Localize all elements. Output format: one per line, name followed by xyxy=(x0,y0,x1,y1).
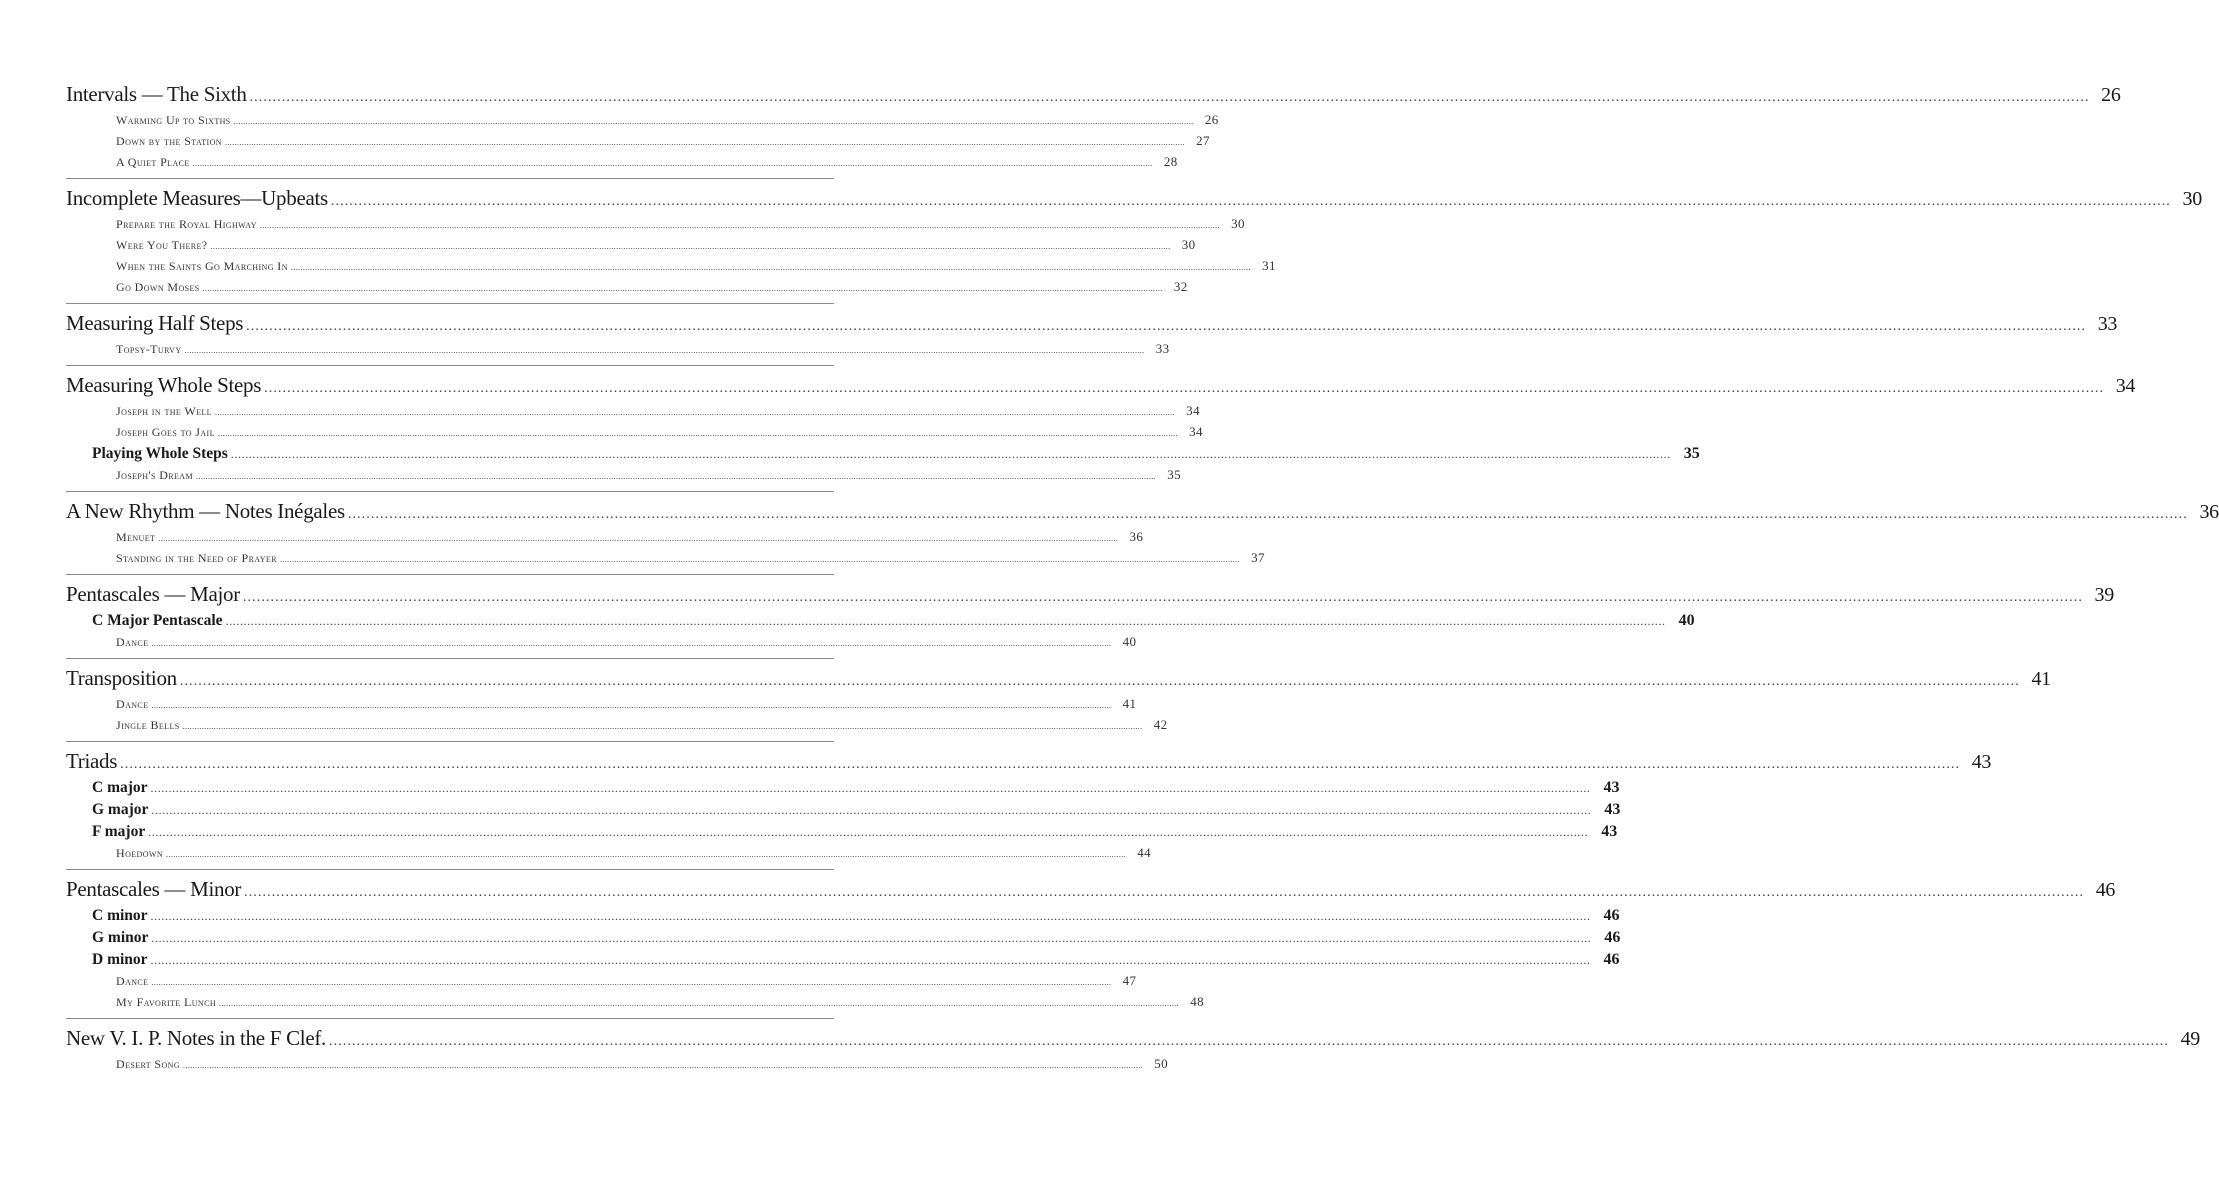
chapter-heading-title: Measuring Half Steps xyxy=(66,311,244,335)
chapter-heading xyxy=(66,666,2051,696)
dot-leader: ................................................................................................................................................................................................................................................................................................................................................................................................................ xyxy=(158,534,1119,543)
piece-entry-page-number: 30 xyxy=(1181,237,1196,252)
dot-leader: ................................................................................................................................................................................................................................................................................................................................................................................................................ xyxy=(230,447,1671,461)
dot-leader: ................................................................................................................................................................................................................................................................................................................................................................................................................ xyxy=(290,263,1251,272)
dot-leader: ................................................................................................................................................................................................................................................................................................................................................................................................................ xyxy=(148,825,1589,839)
chapter-heading-title: Incomplete Measures—Upbeats xyxy=(66,186,328,210)
dot-leader: ................................................................................................................................................................................................................................................................................................................................................................................................................ xyxy=(182,722,1143,731)
dot-leader: ................................................................................................................................................................................................................................................................................................................................................................................................................ xyxy=(210,242,1171,251)
piece-entry-page-number: 42 xyxy=(1153,717,1168,732)
piece-entry-title: Warming Up to Sixths xyxy=(116,113,231,127)
section-subheading-page-number: 43 xyxy=(1603,779,1620,796)
section-subheading xyxy=(92,951,1620,973)
piece-entry xyxy=(116,696,1137,717)
piece-entry-page-number: 27 xyxy=(1196,133,1210,148)
chapter-heading-title: Triads xyxy=(66,749,118,773)
piece-entry-page-number: 33 xyxy=(1155,341,1170,356)
section-subheading xyxy=(92,801,1621,823)
piece-entry-title: Standing in the Need of Prayer xyxy=(116,551,277,565)
piece-entry-title: Hoedown xyxy=(116,846,164,860)
dot-leader: ................................................................................................................................................................................................................................................................................................................................................................................................................ xyxy=(249,90,2090,105)
dot-leader: ................................................................................................................................................................................................................................................................................................................................................................................................................ xyxy=(151,978,1112,987)
chapter-heading-title: New V. I. P. Notes in the F Clef. xyxy=(66,1026,326,1050)
chapter-heading xyxy=(66,311,2118,341)
section-divider xyxy=(66,365,834,366)
piece-entry xyxy=(116,403,1200,424)
piece-entry-page-number: 36 xyxy=(1129,529,1144,544)
section-divider xyxy=(66,1018,834,1019)
piece-entry-title: Were You There? xyxy=(116,238,208,252)
chapter-heading xyxy=(66,1026,2200,1056)
section-divider xyxy=(66,491,834,492)
chapter-heading-title: Transposition xyxy=(66,666,177,690)
dot-leader: ................................................................................................................................................................................................................................................................................................................................................................................................................ xyxy=(233,117,1194,126)
section-subheading xyxy=(92,823,1618,845)
piece-entry xyxy=(116,973,1137,994)
section-subheading-page-number: 35 xyxy=(1683,445,1700,462)
piece-entry-page-number: 28 xyxy=(1163,154,1178,169)
dot-leader: ................................................................................................................................................................................................................................................................................................................................................................................................................ xyxy=(219,999,1179,1008)
piece-entry xyxy=(116,112,1219,133)
piece-entry-title: Desert Song xyxy=(116,1057,181,1071)
piece-entry-title: Dance xyxy=(116,635,149,649)
piece-entry xyxy=(116,237,1196,258)
toc-section xyxy=(66,305,2118,364)
piece-entry xyxy=(116,154,1178,175)
piece-entry-title: Prepare the Royal Highway xyxy=(116,217,257,231)
toc-section xyxy=(66,76,2121,177)
section-divider xyxy=(66,303,834,304)
piece-entry-title: Joseph Goes to Jail xyxy=(116,425,215,439)
dot-leader: ................................................................................................................................................................................................................................................................................................................................................................................................................ xyxy=(192,159,1153,168)
section-subheading xyxy=(92,612,1695,634)
toc-section xyxy=(66,660,2051,740)
dot-leader: ................................................................................................................................................................................................................................................................................................................................................................................................................ xyxy=(151,803,1592,817)
section-subheading xyxy=(92,445,1700,467)
piece-entry-title: Go Down Moses xyxy=(116,280,200,294)
dot-leader: ................................................................................................................................................................................................................................................................................................................................................................................................................ xyxy=(150,953,1591,967)
chapter-heading-title: Intervals — The Sixth xyxy=(66,82,247,106)
section-subheading-page-number: 43 xyxy=(1604,801,1621,818)
chapter-heading xyxy=(66,373,2136,403)
piece-entry xyxy=(116,424,1203,445)
chapter-heading-page-number: 49 xyxy=(2180,1028,2200,1050)
table-of-contents xyxy=(66,76,2219,1079)
piece-entry-page-number: 50 xyxy=(1154,1056,1169,1071)
dot-leader: ................................................................................................................................................................................................................................................................................................................................................................................................................ xyxy=(179,674,2020,689)
section-subheading-page-number: 40 xyxy=(1678,612,1695,629)
chapter-heading-page-number: 26 xyxy=(2101,84,2121,106)
dot-leader: ................................................................................................................................................................................................................................................................................................................................................................................................................ xyxy=(166,850,1127,859)
piece-entry-title: Down by the Station xyxy=(116,134,222,148)
chapter-heading-page-number: 46 xyxy=(2095,879,2116,901)
chapter-heading-title: Pentascales — Major xyxy=(66,582,240,606)
dot-leader: ................................................................................................................................................................................................................................................................................................................................................................................................................ xyxy=(151,701,1112,710)
section-subheading-title: C major xyxy=(92,779,148,796)
section-divider xyxy=(66,741,834,742)
dot-leader: ................................................................................................................................................................................................................................................................................................................................................................................................................ xyxy=(183,1061,1144,1070)
dot-leader: ................................................................................................................................................................................................................................................................................................................................................................................................................ xyxy=(150,909,1591,923)
section-subheading-title: C minor xyxy=(92,907,148,924)
chapter-heading xyxy=(66,582,2114,612)
chapter-heading-page-number: 43 xyxy=(1971,751,1992,773)
piece-entry-page-number: 47 xyxy=(1122,973,1137,988)
section-subheading-title: D minor xyxy=(92,951,148,968)
piece-entry xyxy=(116,279,1188,300)
toc-section xyxy=(66,493,2219,573)
dot-leader: ................................................................................................................................................................................................................................................................................................................................................................................................................ xyxy=(196,472,1157,481)
piece-entry-page-number: 48 xyxy=(1190,994,1204,1009)
section-subheading-page-number: 46 xyxy=(1603,951,1620,968)
piece-entry-page-number: 26 xyxy=(1204,112,1219,127)
piece-entry xyxy=(116,216,1245,237)
piece-entry-title: When the Saints Go Marching In xyxy=(116,259,288,273)
section-subheading-page-number: 43 xyxy=(1601,823,1618,840)
section-subheading-page-number: 46 xyxy=(1603,907,1620,924)
piece-entry-page-number: 32 xyxy=(1173,279,1188,294)
dot-leader: ................................................................................................................................................................................................................................................................................................................................................................................................................ xyxy=(246,319,2087,334)
section-subheading-title: F major xyxy=(92,823,146,840)
dot-leader: ................................................................................................................................................................................................................................................................................................................................................................................................................ xyxy=(347,507,2188,522)
dot-leader: ................................................................................................................................................................................................................................................................................................................................................................................................................ xyxy=(151,931,1592,945)
toc-section xyxy=(66,367,2136,490)
chapter-heading xyxy=(66,499,2219,529)
toc-section xyxy=(66,180,2202,302)
chapter-heading xyxy=(66,186,2202,216)
dot-leader: ................................................................................................................................................................................................................................................................................................................................................................................................................ xyxy=(329,1034,2169,1049)
chapter-heading xyxy=(66,82,2121,112)
piece-entry xyxy=(116,550,1265,571)
toc-section xyxy=(66,871,2116,1017)
chapter-heading-page-number: 41 xyxy=(2031,668,2051,690)
section-subheading xyxy=(92,779,1620,801)
piece-entry-title: Jingle Bells xyxy=(116,718,180,732)
piece-entry xyxy=(116,1056,1169,1077)
piece-entry-page-number: 41 xyxy=(1122,696,1137,711)
piece-entry-title: Joseph's Dream xyxy=(116,468,194,482)
chapter-heading xyxy=(66,749,1992,779)
chapter-heading-title: Pentascales — Minor xyxy=(66,877,242,901)
dot-leader: ................................................................................................................................................................................................................................................................................................................................................................................................................ xyxy=(259,221,1220,230)
section-subheading-page-number: 46 xyxy=(1604,929,1621,946)
dot-leader: ................................................................................................................................................................................................................................................................................................................................................................................................................ xyxy=(120,757,1961,772)
toc-section xyxy=(66,1020,2200,1079)
piece-entry xyxy=(116,717,1168,738)
dot-leader: ................................................................................................................................................................................................................................................................................................................................................................................................................ xyxy=(151,639,1112,648)
chapter-heading-title: A New Rhythm — Notes Inégales xyxy=(66,499,345,523)
section-divider xyxy=(66,658,834,659)
dot-leader: ................................................................................................................................................................................................................................................................................................................................................................................................................ xyxy=(244,885,2085,900)
dot-leader: ................................................................................................................................................................................................................................................................................................................................................................................................................ xyxy=(264,381,2105,396)
piece-entry-page-number: 30 xyxy=(1231,216,1245,231)
piece-entry-title: My Favorite Lunch xyxy=(116,995,216,1009)
piece-entry-page-number: 44 xyxy=(1137,845,1152,860)
chapter-heading-page-number: 30 xyxy=(2182,188,2202,210)
piece-entry xyxy=(116,341,1170,362)
dot-leader: ................................................................................................................................................................................................................................................................................................................................................................................................................ xyxy=(224,138,1185,147)
section-divider xyxy=(66,178,834,179)
dot-leader: ................................................................................................................................................................................................................................................................................................................................................................................................................ xyxy=(214,408,1175,417)
section-subheading xyxy=(92,907,1620,929)
piece-entry-page-number: 34 xyxy=(1186,403,1200,418)
chapter-heading-page-number: 33 xyxy=(2097,313,2118,335)
piece-entry-title: A Quiet Place xyxy=(116,155,190,169)
dot-leader: ................................................................................................................................................................................................................................................................................................................................................................................................................ xyxy=(225,614,1666,628)
piece-entry-page-number: 34 xyxy=(1189,424,1203,439)
section-subheading xyxy=(92,929,1621,951)
piece-entry xyxy=(116,467,1182,488)
chapter-heading-page-number: 39 xyxy=(2094,584,2114,606)
piece-entry-title: Topsy-Turvy xyxy=(116,342,182,356)
chapter-heading-page-number: 34 xyxy=(2115,375,2136,397)
piece-entry xyxy=(116,529,1144,550)
section-divider xyxy=(66,574,834,575)
piece-entry xyxy=(116,258,1276,279)
section-subheading-title: G major xyxy=(92,801,149,818)
toc-section xyxy=(66,576,2114,657)
section-subheading-title: Playing Whole Steps xyxy=(92,445,228,462)
piece-entry-title: Joseph in the Well xyxy=(116,404,212,418)
dot-leader: ................................................................................................................................................................................................................................................................................................................................................................................................................ xyxy=(242,590,2083,605)
piece-entry-page-number: 40 xyxy=(1122,634,1137,649)
dot-leader: ................................................................................................................................................................................................................................................................................................................................................................................................................ xyxy=(202,284,1163,293)
toc-section xyxy=(66,743,1992,868)
dot-leader: ................................................................................................................................................................................................................................................................................................................................................................................................................ xyxy=(217,429,1178,438)
section-subheading-title: C Major Pentascale xyxy=(92,612,223,629)
piece-entry xyxy=(116,845,1152,866)
dot-leader: ................................................................................................................................................................................................................................................................................................................................................................................................................ xyxy=(184,346,1145,355)
piece-entry-title: Menuet xyxy=(116,530,156,544)
piece-entry-title: Dance xyxy=(116,974,149,988)
section-subheading-title: G minor xyxy=(92,929,149,946)
piece-entry xyxy=(116,634,1137,655)
piece-entry-page-number: 35 xyxy=(1167,467,1182,482)
piece-entry xyxy=(116,994,1204,1015)
piece-entry-page-number: 37 xyxy=(1251,550,1265,565)
chapter-heading xyxy=(66,877,2116,907)
piece-entry-title: Dance xyxy=(116,697,149,711)
piece-entry-page-number: 31 xyxy=(1262,258,1276,273)
section-divider xyxy=(66,869,834,870)
dot-leader: ................................................................................................................................................................................................................................................................................................................................................................................................................ xyxy=(150,781,1591,795)
chapter-heading-title: Measuring Whole Steps xyxy=(66,373,262,397)
chapter-heading-page-number: 36 xyxy=(2199,501,2219,523)
dot-leader: ................................................................................................................................................................................................................................................................................................................................................................................................................ xyxy=(330,194,2171,209)
piece-entry xyxy=(116,133,1210,154)
dot-leader: ................................................................................................................................................................................................................................................................................................................................................................................................................ xyxy=(279,555,1240,564)
